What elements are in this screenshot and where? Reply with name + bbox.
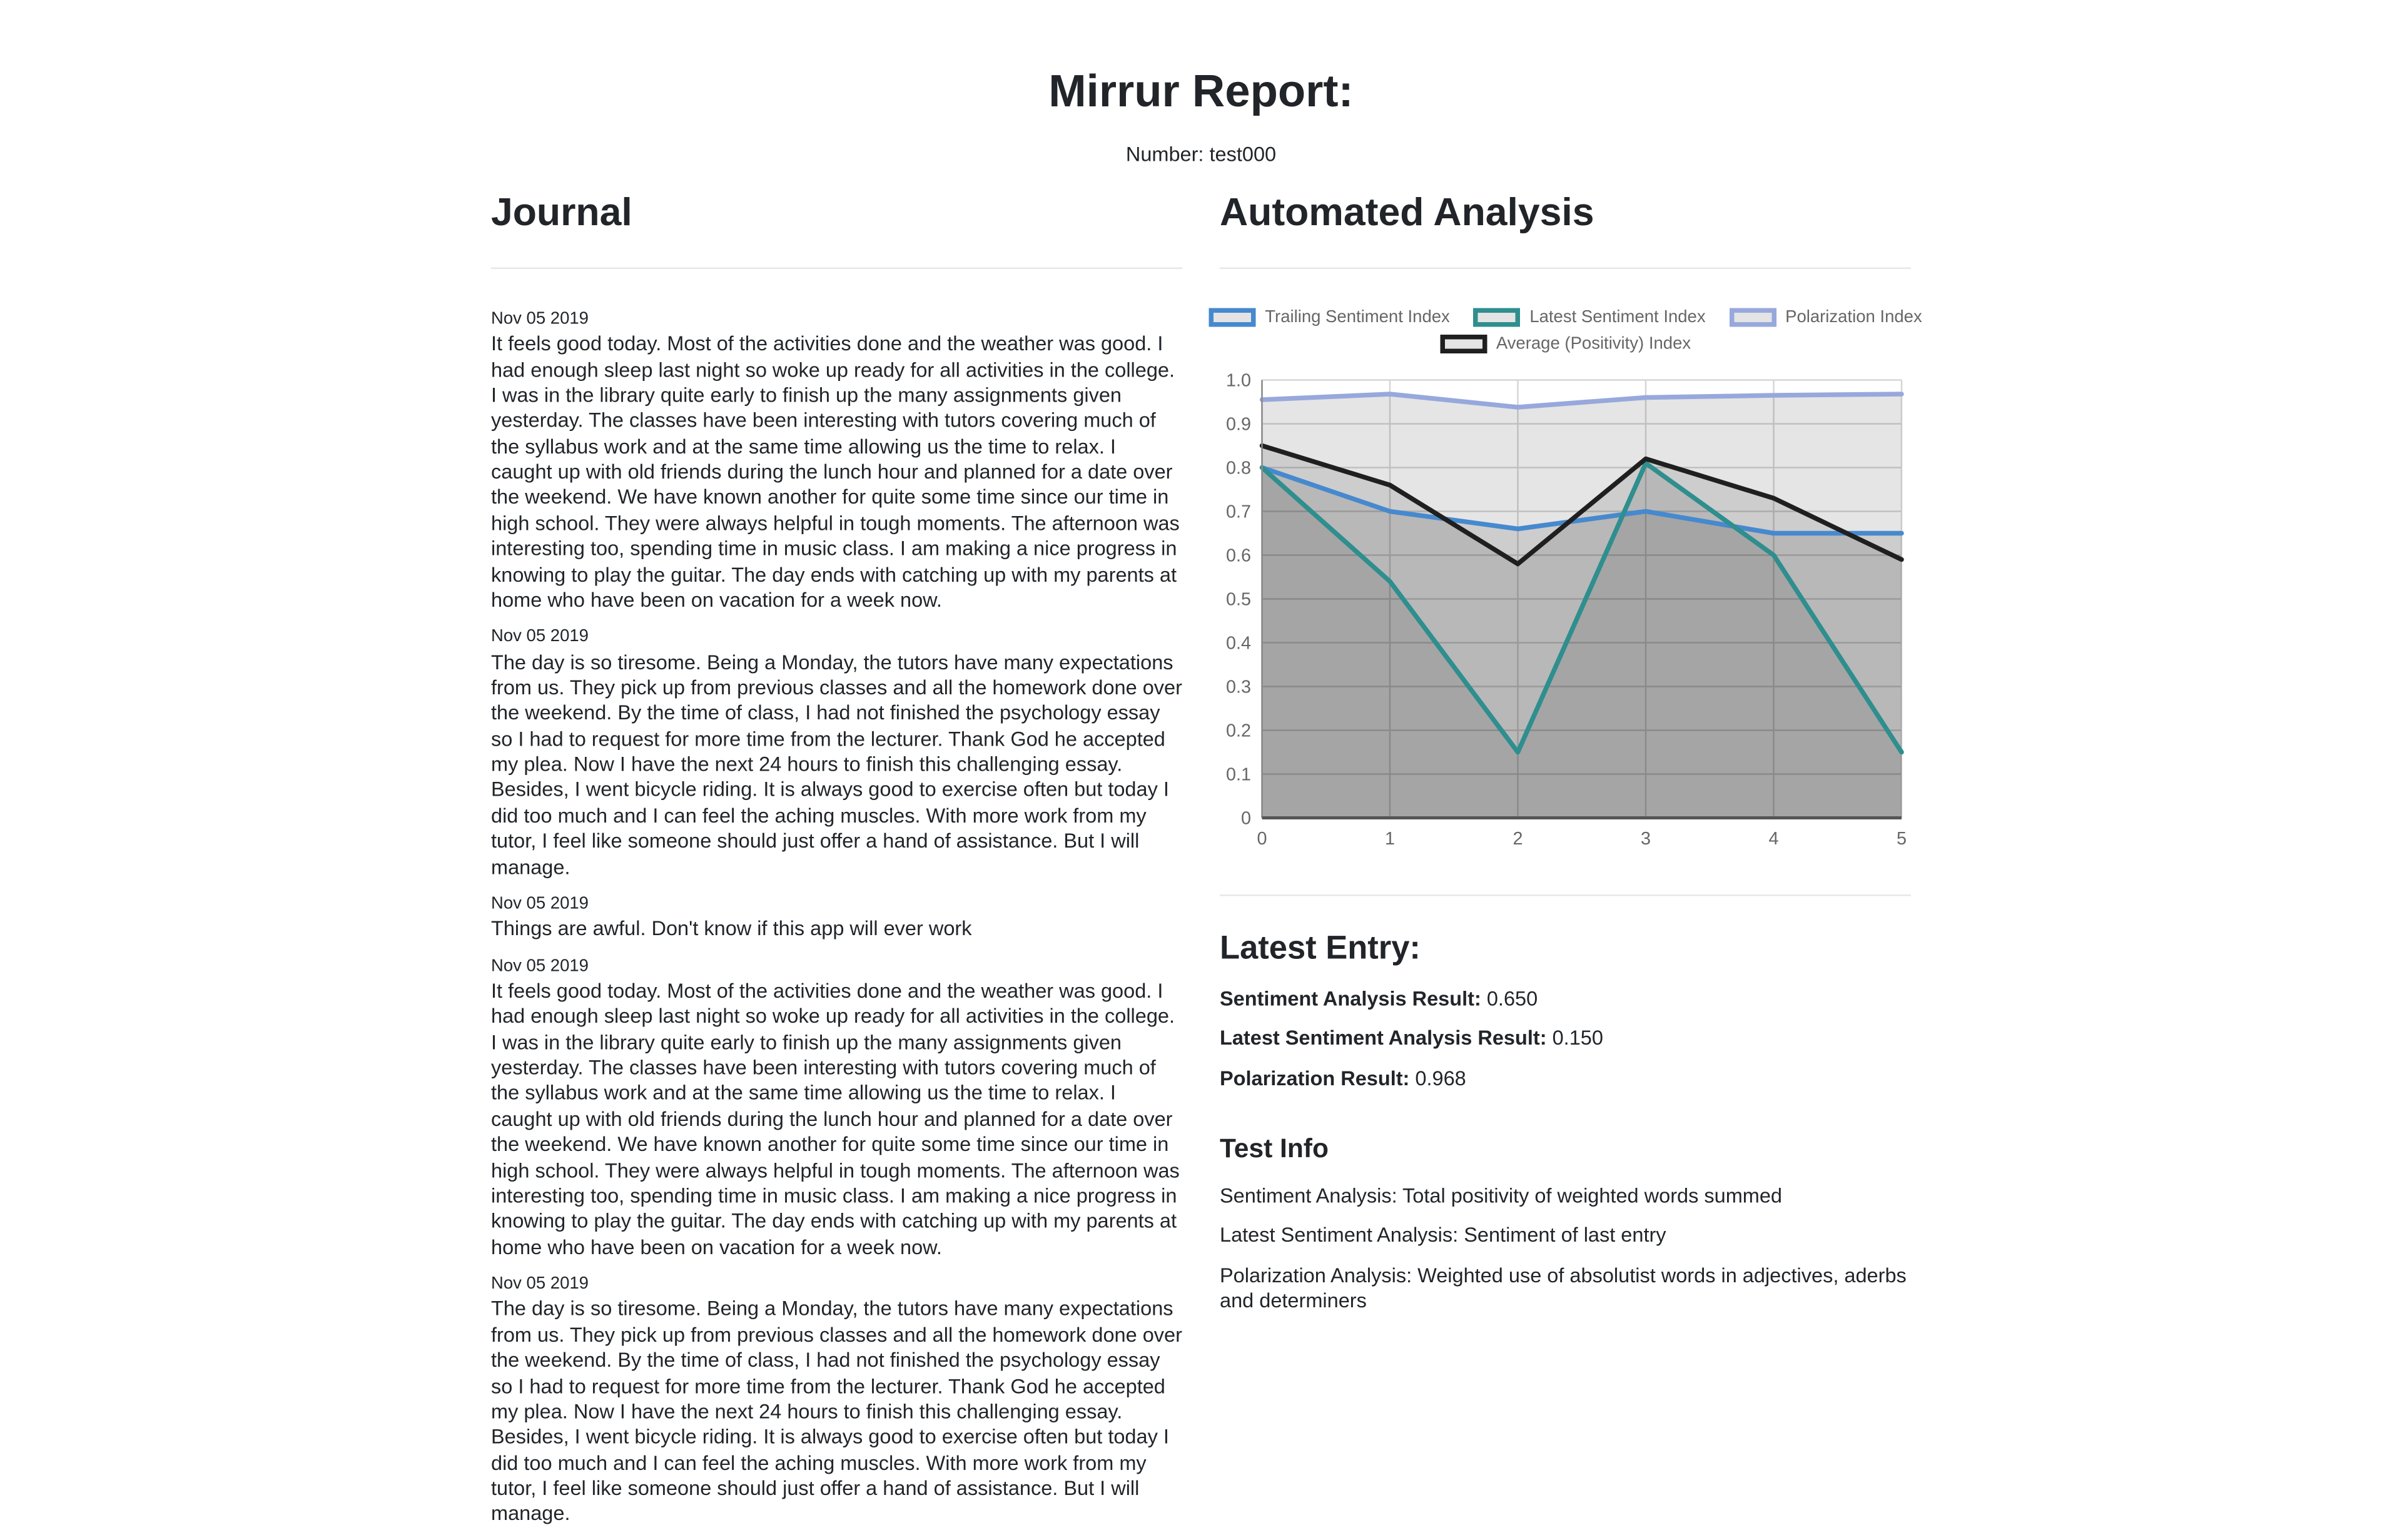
report-number: Number: test000 — [1125, 142, 1277, 166]
entry-date: Nov 05 2019 — [491, 309, 589, 328]
result-label: Sentiment Analysis Result: — [1220, 986, 1487, 1010]
svg-text:2: 2 — [1513, 828, 1523, 849]
entry-text: Things are awful. Don't know if this app will ever work — [491, 916, 972, 941]
journal-section — [491, 189, 1182, 1540]
svg-text:0.4: 0.4 — [1226, 633, 1251, 654]
legend-swatch-icon — [1440, 335, 1487, 353]
result-value: 0.968 — [1415, 1066, 1466, 1090]
result-label: Polarization Result: — [1220, 1066, 1416, 1090]
chart-legend — [1220, 308, 1922, 353]
journal-entries — [491, 308, 1182, 1527]
result-value: 0.650 — [1486, 986, 1538, 1010]
entry-text: The day is so tiresome. Being a Monday, the tutors have many expectations from us. They pick up from previous classes and all the homework done over the weekend. By the time of class, I had not finished the psychology essay so I had to request for more time from the lecturer. Thank God he accepted my plea. Now I have the next 24 hours to finish this challenging essay. Besides, I went bicycle riding. It is always good to exercise often but today I did too much and I can feel the aching muscles. With more work from my tutor, I feel like someone should just offer a hand of assistance. But I will manage. — [491, 650, 1182, 879]
legend-swatch-icon — [1209, 308, 1255, 327]
result-label: Latest Sentiment Analysis Result: — [1220, 1026, 1553, 1050]
analysis-section — [1220, 189, 1922, 1329]
svg-text:0.2: 0.2 — [1226, 721, 1251, 741]
svg-text:0: 0 — [1241, 808, 1251, 829]
legend-label: Trailing Sentiment Index — [1265, 308, 1450, 327]
entry-text: It feels good today. Most of the activities done and the weather was good. I had enough sleep last night so woke up ready for all activities in the college. I was in the library quite early to finish up the many assignments given yesterday. The classes have been interesting with tutors covering much of the syllabus work and at the same time allowing us the time to relax. I caught up with old friends during the lunch hour and planned for a date over the weekend. We have known another for quite some time since our time in high school. They were always helpful in tough moments. The afternoon was interesting too, spending time in music class. I am making a nice progress in knowing to play the guitar. The day ends with catching up with my parents at home who have been on vacation for a week now. — [491, 332, 1180, 612]
svg-text:0: 0 — [1257, 828, 1267, 849]
svg-text:4: 4 — [1768, 828, 1779, 849]
journal-entry — [491, 955, 1182, 1261]
test-info-line: Latest Sentiment Analysis: Sentiment of last entry — [1220, 1223, 1666, 1247]
entry-date: Nov 05 2019 — [491, 627, 589, 647]
analysis-result — [1220, 986, 1911, 1012]
journal-entry — [491, 308, 1182, 614]
legend-item[interactable] — [1209, 308, 1450, 327]
analysis-result — [1220, 1026, 1911, 1052]
chart-divider — [1220, 894, 1911, 896]
legend-swatch-icon — [1473, 308, 1520, 327]
svg-text:1.0: 1.0 — [1226, 370, 1251, 391]
svg-text:0.1: 0.1 — [1226, 764, 1251, 785]
entry-text: The day is so tiresome. Being a Monday, the tutors have many expectations from us. They pick up from previous classes and all the homework done over the weekend. By the time of class, I had not finished the psychology essay so I had to request for more time from the lecturer. Thank God he accepted my plea. Now I have the next 24 hours to finish this challenging essay. Besides, I went bicycle riding. It is always good to exercise often but today I did too much and I can feel the aching muscles. With more work from my tutor, I feel like someone should just offer a hand of assistance. But I will manage. — [491, 1297, 1182, 1526]
legend-item[interactable] — [1440, 335, 1691, 353]
latest-entry-results — [1220, 986, 1911, 1092]
legend-item[interactable] — [1473, 308, 1705, 327]
test-info-line: Polarization Analysis: Weighted use of absolutist words in adjectives, aderbs and determiners — [1220, 1263, 1907, 1312]
svg-text:1: 1 — [1385, 828, 1395, 849]
legend-row — [1209, 308, 1922, 327]
svg-text:0.5: 0.5 — [1226, 589, 1251, 610]
svg-text:3: 3 — [1641, 828, 1651, 849]
report-columns — [491, 189, 1922, 1540]
legend-label: Average (Positivity) Index — [1496, 334, 1691, 353]
entry-text: It feels good today. Most of the activities done and the weather was good. I had enough sleep last night so woke up ready for all activities in the college. I was in the library quite early to finish up the many assignments given yesterday. The classes have been interesting with tutors covering much of the syllabus work and at the same time allowing us the time to relax. I caught up with old friends during the lunch hour and planned for a date over the weekend. We have known another for quite some time since our time in high school. They were always helpful in tough moments. The afternoon was interesting too, spending time in music class. I am making a nice progress in knowing to play the guitar. The day ends with catching up with my parents at home who have been on vacation for a week now. — [491, 978, 1180, 1259]
latest-entry-heading: Latest Entry: — [1220, 930, 1421, 966]
page-title: Mirrur Report: — [1048, 67, 1354, 118]
svg-text:0.9: 0.9 — [1226, 414, 1251, 435]
journal-entry — [491, 1273, 1182, 1527]
analysis-heading: Automated Analysis — [1220, 190, 1594, 235]
test-info-lines — [1220, 1184, 1911, 1315]
svg-text:0.8: 0.8 — [1226, 458, 1251, 479]
legend-row — [1440, 335, 1691, 353]
test-info-line: Sentiment Analysis: Total positivity of weighted words summed — [1220, 1183, 1783, 1208]
entry-date: Nov 05 2019 — [491, 1274, 589, 1294]
svg-text:0.7: 0.7 — [1226, 502, 1251, 522]
svg-text:0.3: 0.3 — [1226, 677, 1251, 697]
analysis-result — [1220, 1066, 1911, 1092]
legend-item[interactable] — [1729, 308, 1922, 327]
svg-text:5: 5 — [1897, 828, 1907, 849]
journal-entry — [491, 626, 1182, 881]
sentiment-chart-canvas — [1220, 366, 1911, 854]
svg-text:0.6: 0.6 — [1226, 545, 1251, 566]
report-content — [491, 0, 1922, 1540]
legend-label: Polarization Index — [1785, 308, 1922, 327]
analysis-divider — [1220, 267, 1911, 269]
test-info-heading: Test Info — [1220, 1133, 1329, 1164]
report-header — [491, 69, 1911, 166]
sentiment-chart — [1220, 308, 1922, 854]
entry-date: Nov 05 2019 — [491, 894, 589, 913]
entry-date: Nov 05 2019 — [491, 956, 589, 976]
legend-swatch-icon — [1729, 308, 1776, 327]
result-value: 0.150 — [1552, 1026, 1603, 1050]
journal-entry — [491, 893, 1182, 942]
legend-label: Latest Sentiment Index — [1529, 308, 1706, 327]
journal-heading: Journal — [491, 190, 632, 235]
journal-divider — [491, 267, 1182, 269]
